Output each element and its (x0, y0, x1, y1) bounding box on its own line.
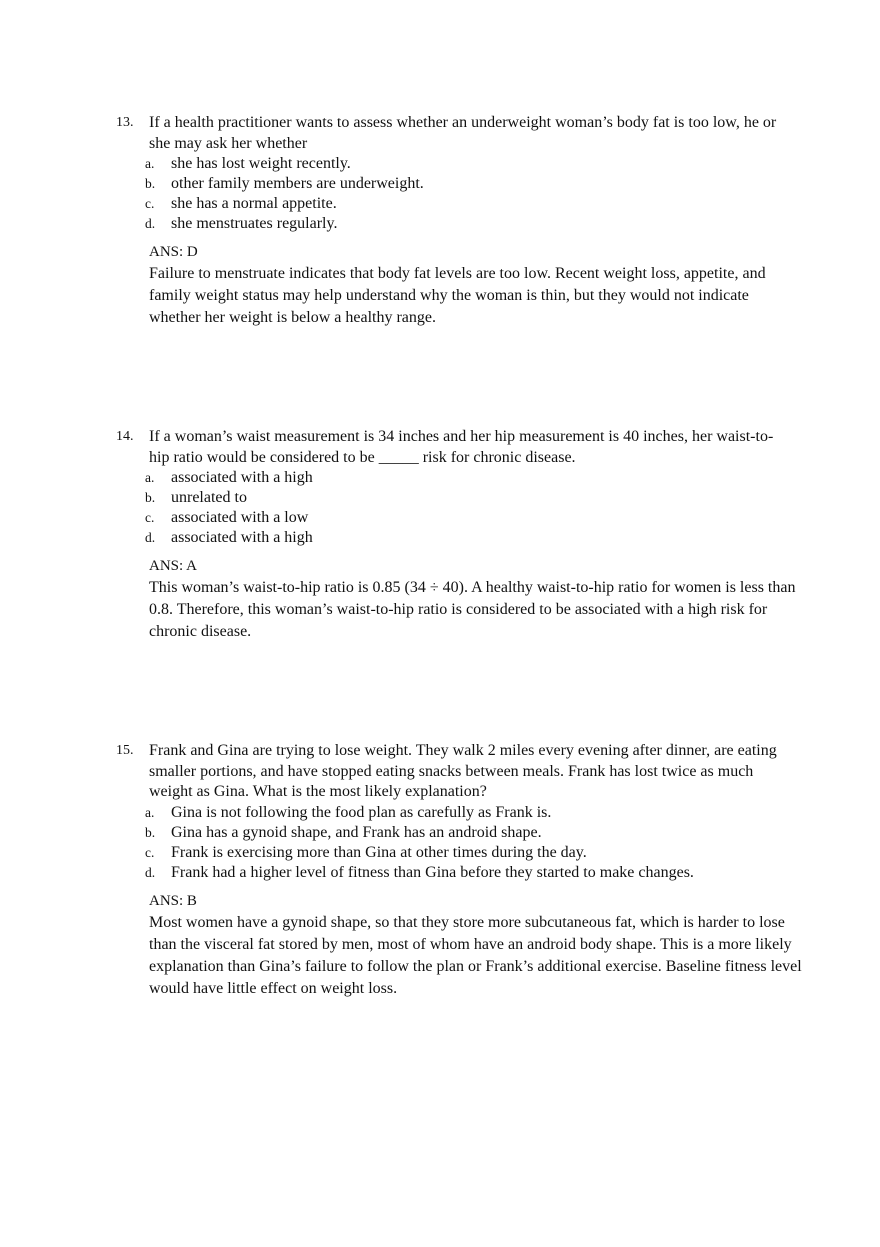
choice-c (116, 194, 816, 214)
choice-letter: a. (145, 804, 155, 820)
choice-c (116, 508, 816, 528)
choice-letter: a. (145, 156, 155, 171)
choice-letter: a. (145, 470, 155, 485)
choice-d (116, 863, 816, 883)
choice-letter: b. (145, 824, 156, 840)
choice-text: Gina has a gynoid shape, and Frank has an android shape. (171, 823, 542, 841)
choice-text: other family members are underweight. (171, 175, 424, 192)
choice-letter: d. (145, 216, 156, 231)
choice-letter: b. (145, 176, 156, 191)
choice-text: she has a normal appetite. (171, 195, 337, 212)
choice-list (116, 803, 816, 883)
choice-text: Frank is exercising more than Gina at other times during the day. (171, 843, 587, 861)
choice-letter: c. (145, 844, 155, 860)
choice-text: Gina is not following the food plan as carefully as Frank is. (171, 803, 552, 821)
choice-text: associated with a low (171, 509, 309, 526)
question-stem: If a woman’s waist measurement is 34 inches and her hip measurement is 40 inches, her waist-to-hip ratio would be considered to be _____ risk for chronic disease. (149, 428, 774, 466)
answer-key: ANS: B (149, 892, 197, 909)
choice-text: associated with a high (171, 469, 313, 486)
question-stem: Frank and Gina are trying to lose weight. They walk 2 miles every evening after dinner, are eating smaller portions, and have stopped eating snacks between meals. Frank has lost twice as much weight as Gina. What is the most likely explanation? (149, 742, 777, 800)
choice-letter: c. (145, 510, 155, 525)
choice-b (116, 823, 816, 843)
answer-rationale: Failure to menstruate indicates that body fat levels are too low. Recent weight loss, appetite, and family weight status may help understand why the woman is thin, but they would not indicate whether her weight is below a healthy range. (149, 265, 766, 326)
choice-list (116, 154, 816, 234)
answer-rationale: This woman’s waist-to-hip ratio is 0.85 (34 ÷ 40). A healthy waist-to-hip ratio for women is less than 0.8. Therefore, this woman’s waist-to-hip ratio is considered to be associated with a high risk for chronic disease. (149, 579, 796, 640)
choice-letter: d. (145, 864, 156, 880)
choice-a (116, 154, 816, 174)
answer-block (149, 242, 816, 329)
choice-d (116, 214, 816, 234)
choice-letter: b. (145, 490, 156, 505)
choice-text: she menstruates regularly. (171, 215, 338, 232)
choice-a (116, 803, 816, 823)
question-13 (116, 113, 816, 329)
answer-key: ANS: A (149, 558, 197, 574)
choice-text: associated with a high (171, 529, 313, 546)
choice-b (116, 174, 816, 194)
choice-text: Frank had a higher level of fitness than Gina before they started to make changes. (171, 863, 694, 881)
choice-list (116, 468, 816, 548)
answer-rationale: Most women have a gynoid shape, so that they store more subcutaneous fat, which is harder to lose than the visceral fat stored by men, most of whom have an android body shape. This is a more likely explanation than Gina’s failure to follow the plan or Frank’s additional exercise. Baseline fitness level would have little effect on weight loss. (149, 913, 802, 997)
question-14 (116, 427, 816, 643)
choice-letter: d. (145, 530, 156, 545)
choice-a (116, 468, 816, 488)
choice-c (116, 843, 816, 863)
choice-text: she has lost weight recently. (171, 155, 351, 172)
choice-d (116, 528, 816, 548)
question-number: 15. (116, 743, 134, 758)
choice-text: unrelated to (171, 489, 247, 506)
answer-block (149, 891, 816, 1000)
answer-key: ANS: D (149, 244, 198, 260)
question-15 (116, 741, 816, 1000)
question-number: 14. (116, 429, 134, 444)
choice-letter: c. (145, 196, 155, 211)
question-number: 13. (116, 115, 134, 130)
choice-b (116, 488, 816, 508)
question-stem: If a health practitioner wants to assess whether an underweight woman’s body fat is too low, he or she may ask her whether (149, 114, 777, 152)
answer-block (149, 556, 816, 643)
